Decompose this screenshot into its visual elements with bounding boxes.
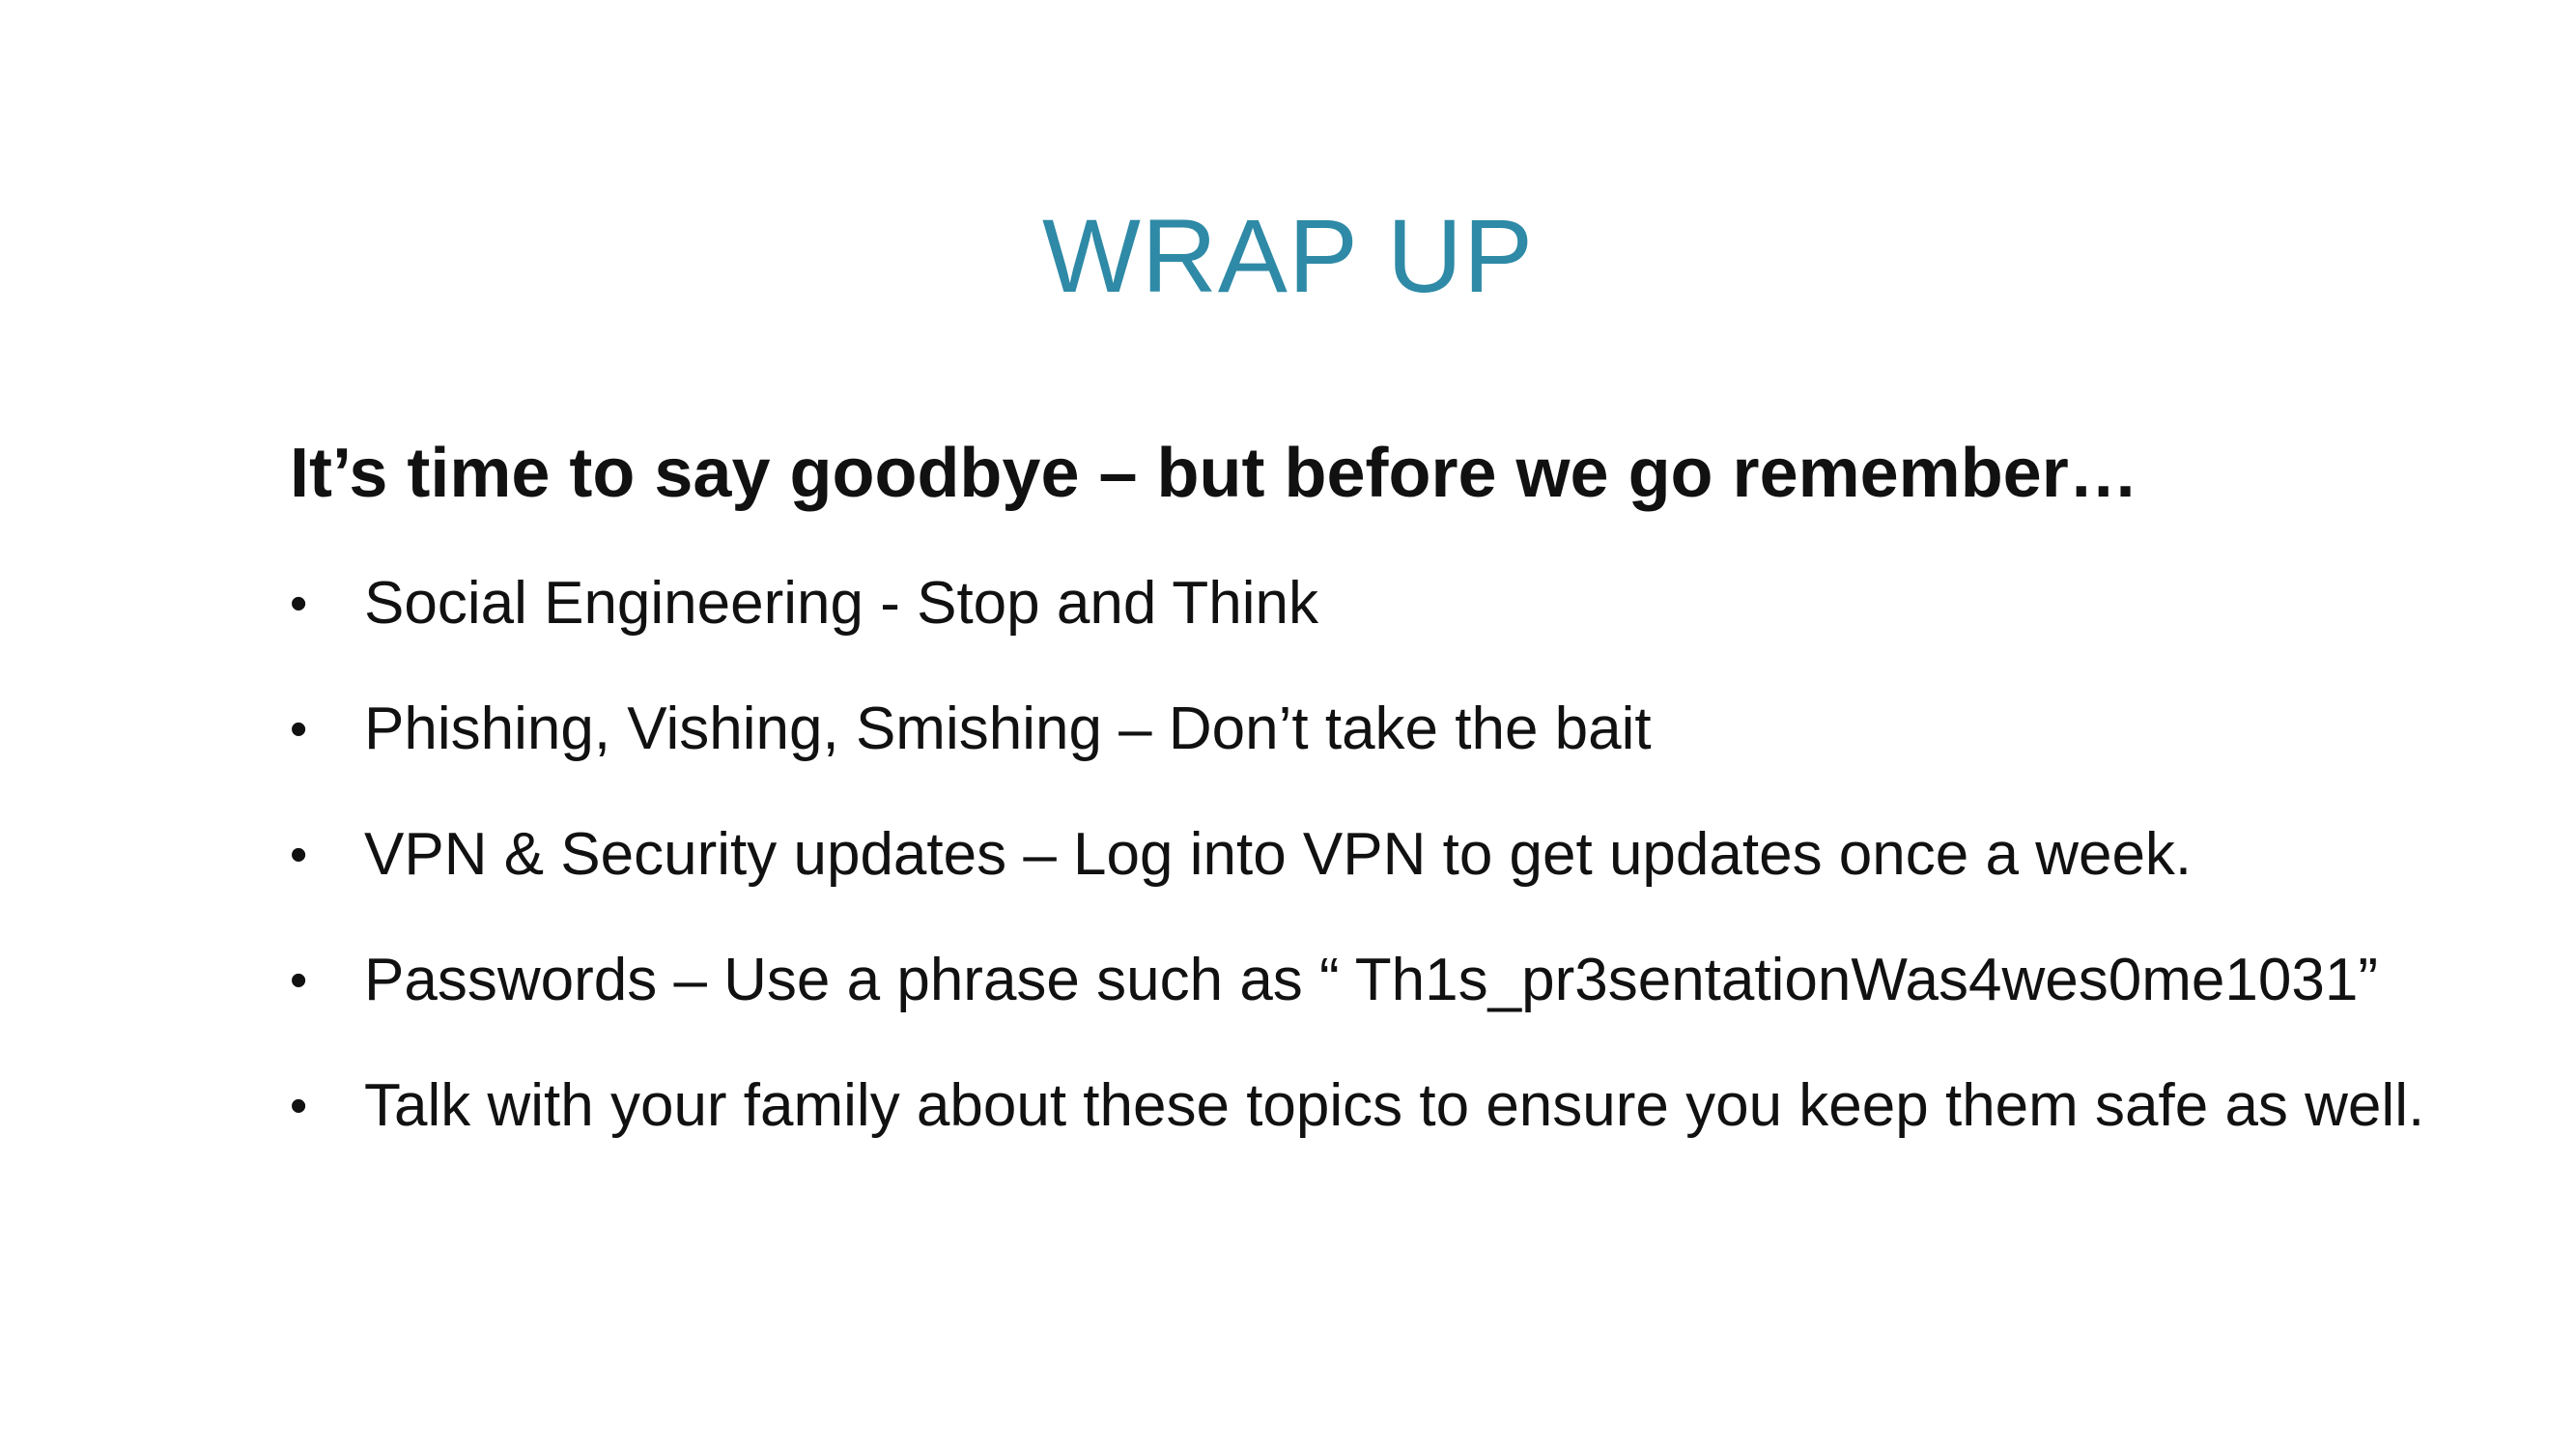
bullet-item [290,816,2492,894]
bullet-icon: • [290,952,308,1009]
slide-subtitle: It’s time to say goodbye – but before we go remember… [290,435,2138,512]
bullet-list [290,565,2492,1193]
bullet-icon: • [290,701,308,757]
bullet-icon: • [290,576,308,632]
bullet-icon: • [290,1078,308,1134]
bullet-item [290,565,2492,642]
bullet-text: VPN & Security updates – Log into VPN to get updates once a week. [364,821,2193,888]
bullet-item [290,1067,2492,1145]
bullet-item [290,942,2492,1019]
bullet-text: Talk with your family about these topics to ensure you keep them safe as well. [364,1072,2425,1139]
bullet-text: Passwords – Use a phrase such as “ Th1s_pr3sentationWas4wes0me1031” [364,947,2378,1013]
bullet-text: Social Engineering - Stop and Think [364,570,1319,637]
bullet-text: Phishing, Vishing, Smishing – Don’t take the bait [364,696,1652,762]
bullet-item [290,691,2492,768]
bullet-icon: • [290,827,308,883]
slide-title: WRAP UP [1041,197,1535,314]
